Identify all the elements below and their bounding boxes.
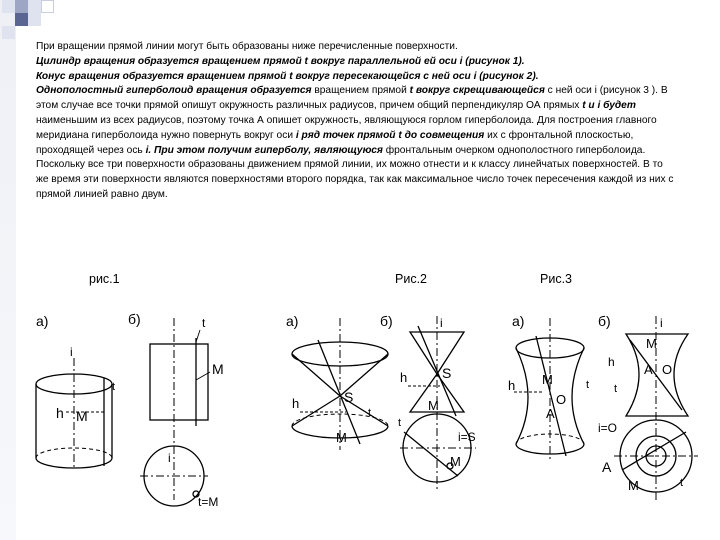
svg-text:i: i [440,316,443,330]
svg-text:A: A [546,406,555,421]
svg-text:б): б) [598,313,611,329]
svg-text:M: M [212,361,224,377]
svg-text:M: M [646,336,657,351]
figure-2-caption: Рис.2 [395,272,427,286]
svg-text:б): б) [128,311,141,327]
paragraph: наименьшим из всех радиусов, поэтому точка А опишет окружность, являющуюся горлом гиперболоида. Для построения главного меридиана гиперболоида нужно повернуть вокруг оси i ряд точек прямой t до совмещения их с фронтальной плоскостью, проходящей через ось i. При этом получим гиперболу, являющуюся фронтальным очерком однополостного гиперболоида. [36,114,657,156]
svg-text:i: i [168,451,171,465]
svg-text:t: t [586,379,590,391]
svg-text:h: h [400,370,408,385]
svg-text:M: M [336,430,347,445]
svg-text:M: M [428,398,439,413]
svg-text:S: S [442,365,452,381]
svg-text:i: i [70,345,73,359]
svg-text:O: O [556,392,567,407]
svg-text:t: t [202,316,206,330]
svg-text:t: t [398,417,402,429]
paragraph: При вращении прямой линии могут быть образованы ниже перечисленные поверхности. [36,41,458,52]
svg-text:A: A [602,459,612,475]
svg-text:M: M [450,454,461,469]
figure-3-caption: Рис.3 [540,272,572,286]
figure-2a-cone [286,313,388,450]
figure-1b-cylinder-projection [128,311,224,509]
svg-text:h: h [56,405,64,421]
svg-text:i: i [660,316,663,330]
svg-text:O: O [662,362,673,377]
paragraph: Цилиндр вращения образуется вращением прямой t вокруг параллельной ей оси i (рисунок 1). [36,55,525,67]
figure-1-caption: рис.1 [89,272,120,286]
svg-text:t: t [112,381,116,393]
svg-text:M: M [76,408,88,424]
paragraph: Однополостный гиперболоид вращения образуется вращением прямой t вокруг скрещивающейся с ней оси i (рисунок 3 ). В этом случае все точки прямой опишут окружность различных радиусов, причем общий перпендикуляр ОА прямых t и i будет [36,85,668,112]
svg-text:б): б) [380,313,393,329]
figure-3a-hyperboloid [508,313,589,460]
svg-text:A: A [644,362,653,377]
figure-3b-hyperboloid-projection [598,313,698,500]
svg-text:а): а) [286,313,299,329]
svg-text:h: h [608,355,615,369]
figure-1a-cylinder [36,313,115,470]
paragraph: Конус вращения образуется вращением прямой t вокруг пересекающейся с ней оси i (рисунок 2). [36,70,539,82]
svg-text:i=S: i=S [458,430,476,444]
svg-text:M: M [628,478,639,493]
svg-text:M: M [542,372,553,387]
paragraph: Поскольку все три поверхности образованы движением прямой линии, их можно отнести и к классу линейчатых поверхностей. В то [36,159,663,171]
svg-text:S: S [344,389,354,405]
svg-text:h: h [508,378,516,393]
svg-text:t: t [614,383,618,395]
svg-text:i=O: i=O [598,421,618,435]
paragraph: же время эти поверхности являются поверхностями второго порядка, так как максимальное число точек пересечения каждой из них с прямой линией равно двум. [36,174,674,200]
svg-text:t=M: t=M [198,495,219,509]
svg-text:h: h [292,396,300,411]
svg-text:t: t [368,407,372,419]
figure-2b-cone-projection [380,313,476,490]
svg-text:а): а) [512,313,525,329]
svg-text:t: t [680,477,684,489]
svg-text:а): а) [36,313,49,329]
